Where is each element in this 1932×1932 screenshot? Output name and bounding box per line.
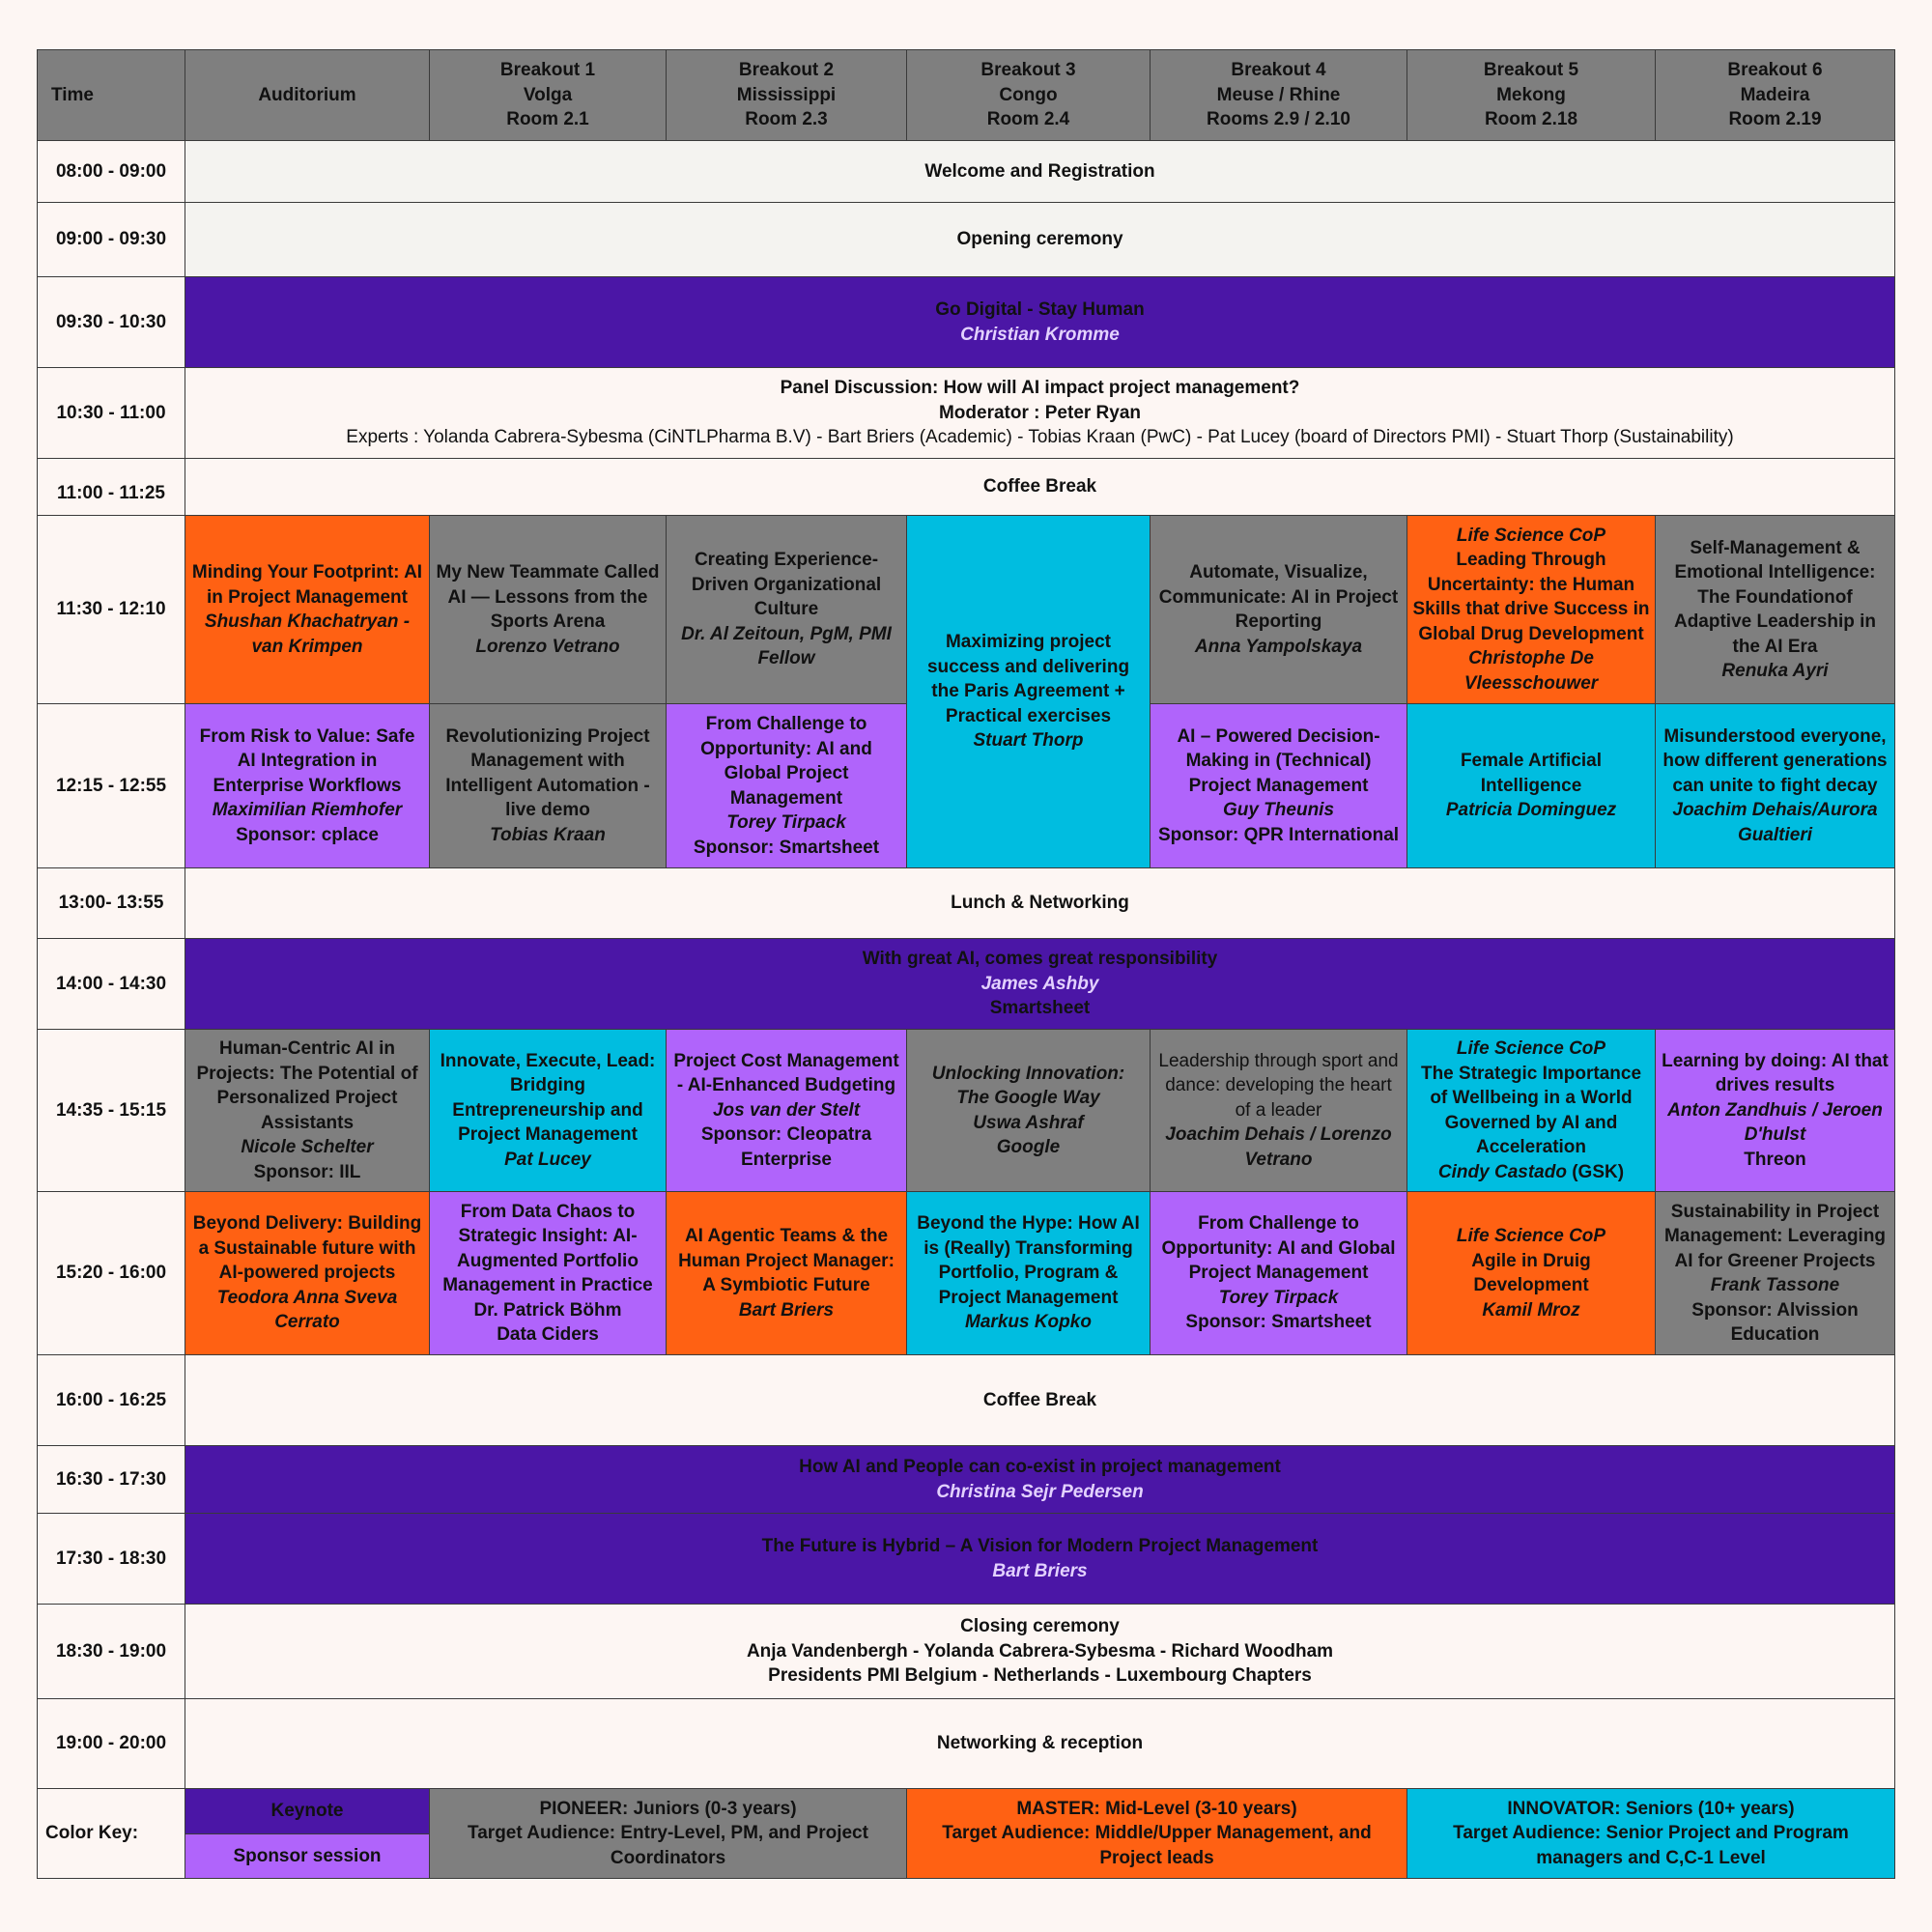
networking-reception: Networking & reception: [185, 1699, 1895, 1789]
schedule-row: [38, 277, 1895, 368]
session-cell: AI – Powered Decision-Making in (Technical) Project Management Guy Theunis Sponsor: QPR International: [1151, 704, 1407, 868]
keynote-session: How AI and People can co-exist in project management Christina Sejr Pedersen: [185, 1446, 1895, 1514]
time-slot: 09:00 - 09:30: [38, 203, 185, 277]
session-cell: Human-Centric AI in Projects: The Potential of Personalized Project Assistants Nicole Schelter Sponsor: IIL: [185, 1030, 430, 1192]
time-slot: 18:30 - 19:00: [38, 1605, 185, 1699]
header-room-3: Breakout 3 Congo Room 2.4: [907, 50, 1151, 141]
time-slot: 16:30 - 17:30: [38, 1446, 185, 1514]
time-slot: 19:00 - 20:00: [38, 1699, 185, 1789]
session-cell: Life Science CoP The Strategic Importance of Wellbeing in a World Governed by AI and Acceleration Cindy Castado (GSK): [1407, 1030, 1656, 1192]
time-slot: 10:30 - 11:00: [38, 368, 185, 459]
session-cell: From Challenge to Opportunity: AI and Global Project Management Torey Tirpack Sponsor: Smartsheet: [1151, 1192, 1407, 1355]
time-slot: 14:35 - 15:15: [38, 1030, 185, 1192]
session-cell: Unlocking Innovation: The Google Way Uswa Ashraf Google: [907, 1030, 1151, 1192]
header-room-1: Breakout 1 Volga Room 2.1: [430, 50, 667, 141]
header-room-4: Breakout 4 Meuse / Rhine Rooms 2.9 / 2.10: [1151, 50, 1407, 141]
session-cell: Self-Management & Emotional Intelligence: The Foundationof Adaptive Leadership in the AI Era Renuka Ayri: [1656, 516, 1895, 704]
time-slot: 15:20 - 16:00: [38, 1192, 185, 1355]
legend-innovator: INNOVATOR: Seniors (10+ years) Target Audience: Senior Project and Program managers and C,C-1 Level: [1407, 1789, 1895, 1879]
color-key-label: Color Key:: [38, 1789, 185, 1879]
keynote-session: Go Digital - Stay Human Christian Kromme: [185, 277, 1895, 368]
header-room-6: Breakout 6 Madeira Room 2.19: [1656, 50, 1895, 141]
legend-row: [38, 1789, 1895, 1834]
panel-discussion: Panel Discussion: How will AI impact project management? Moderator : Peter Ryan Experts : Yolanda Cabrera-Sybesma (CiNTLPharma B.V) - Bart Briers (Academic) - Tobias Kraan (PwC) - Pat Lucey (board of Directors PMI) - Stuart Thorp (Sustainability): [185, 368, 1895, 459]
session-cell: Creating Experience-Driven Organizational Culture Dr. Al Zeitoun, PgM, PMI Fellow: [667, 516, 907, 704]
session-cell: Project Cost Management - AI-Enhanced Budgeting Jos van der Stelt Sponsor: Cleopatra Enterprise: [667, 1030, 907, 1192]
coffee-break: Coffee Break: [185, 459, 1895, 516]
schedule-row: [38, 141, 1895, 203]
session-cell: From Challenge to Opportunity: AI and Global Project Management Torey Tirpack Sponsor: Smartsheet: [667, 704, 907, 868]
time-slot: 08:00 - 09:00: [38, 141, 185, 203]
session-cell: Revolutionizing Project Management with Intelligent Automation - live demo Tobias Kraan: [430, 704, 667, 868]
schedule-row: [38, 1192, 1895, 1355]
session-cell: Innovate, Execute, Lead: Bridging Entrepreneurship and Project Management Pat Lucey: [430, 1030, 667, 1192]
agenda-table: [37, 49, 1895, 1879]
session-cell: Female Artificial Intelligence Patricia Dominguez: [1407, 704, 1656, 868]
closing-ceremony: Closing ceremony Anja Vandenbergh - Yolanda Cabrera-Sybesma - Richard Woodham Presidents PMI Belgium - Netherlands - Luxembourg Chapters: [185, 1605, 1895, 1699]
lunch-networking: Lunch & Networking: [185, 868, 1895, 939]
session-cell: Learning by doing: AI that drives results Anton Zandhuis / Jeroen D'hulst Threon: [1656, 1030, 1895, 1192]
session-cell: Misunderstood everyone, how different generations can unite to fight decay Joachim Dehais/Aurora Gualtieri: [1656, 704, 1895, 868]
header-room-5: Breakout 5 Mekong Room 2.18: [1407, 50, 1656, 141]
session-cell: Maximizing project success and delivering the Paris Agreement + Practical exercises Stuart Thorp: [907, 516, 1151, 868]
schedule-row: [38, 368, 1895, 459]
schedule-row: [38, 1446, 1895, 1514]
schedule-row: [38, 1514, 1895, 1605]
session-opening: Opening ceremony: [185, 203, 1895, 277]
header-time: Time: [38, 50, 185, 141]
session-cell: My New Teammate Called AI — Lessons from the Sports Arena Lorenzo Vetrano: [430, 516, 667, 704]
session-cell: Minding Your Footprint: AI in Project Management Shushan Khachatryan - van Krimpen: [185, 516, 430, 704]
time-slot: 17:30 - 18:30: [38, 1514, 185, 1605]
schedule-row: [38, 1699, 1895, 1789]
schedule-row: [38, 1605, 1895, 1699]
session-cell: From Risk to Value: Safe AI Integration in Enterprise Workflows Maximilian Riemhofer Sponsor: cplace: [185, 704, 430, 868]
legend-keynote: Keynote: [185, 1789, 430, 1834]
time-slot: 14:00 - 14:30: [38, 939, 185, 1030]
header-auditorium: Auditorium: [185, 50, 430, 141]
schedule-row: [38, 1030, 1895, 1192]
header-room-2: Breakout 2 Mississippi Room 2.3: [667, 50, 907, 141]
legend-sponsor: Sponsor session: [185, 1834, 430, 1879]
time-slot: 09:30 - 10:30: [38, 277, 185, 368]
coffee-break: Coffee Break: [185, 1355, 1895, 1446]
session-cell: Beyond Delivery: Building a Sustainable future with AI-powered projects Teodora Anna Sveva Cerrato: [185, 1192, 430, 1355]
schedule-row: [38, 516, 1895, 704]
schedule-row: [38, 868, 1895, 939]
session-cell: Life Science CoP Leading Through Uncertainty: the Human Skills that drive Success in Global Drug Development Christophe De Vleesschouwer: [1407, 516, 1656, 704]
time-slot: 12:15 - 12:55: [38, 704, 185, 868]
session-welcome: Welcome and Registration: [185, 141, 1895, 203]
schedule-row: [38, 203, 1895, 277]
keynote-session: With great AI, comes great responsibility James Ashby Smartsheet: [185, 939, 1895, 1030]
schedule-row: [38, 939, 1895, 1030]
session-cell: Automate, Visualize, Communicate: AI in Project Reporting Anna Yampolskaya: [1151, 516, 1407, 704]
schedule-row: [38, 1355, 1895, 1446]
time-slot: 16:00 - 16:25: [38, 1355, 185, 1446]
time-slot: 13:00- 13:55: [38, 868, 185, 939]
schedule-row: [38, 459, 1895, 516]
session-cell: Beyond the Hype: How AI is (Really) Transforming Portfolio, Program & Project Management Markus Kopko: [907, 1192, 1151, 1355]
legend-pioneer: PIONEER: Juniors (0-3 years) Target Audience: Entry-Level, PM, and Project Coordinators: [430, 1789, 907, 1879]
time-slot: 11:30 - 12:10: [38, 516, 185, 704]
session-cell: AI Agentic Teams & the Human Project Manager: A Symbiotic Future Bart Briers: [667, 1192, 907, 1355]
session-cell: Leadership through sport and dance: developing the heart of a leader Joachim Dehais / Lorenzo Vetrano: [1151, 1030, 1407, 1192]
legend-master: MASTER: Mid-Level (3-10 years) Target Audience: Middle/Upper Management, and Project leads: [907, 1789, 1407, 1879]
session-cell: Sustainability in Project Management: Leveraging AI for Greener Projects Frank Tassone Sponsor: Alvission Education: [1656, 1192, 1895, 1355]
time-slot: 11:00 - 11:25: [38, 459, 185, 516]
session-cell: Life Science CoP Agile in Druig Development Kamil Mroz: [1407, 1192, 1656, 1355]
session-cell: From Data Chaos to Strategic Insight: AI-Augmented Portfolio Management in Practice Dr. Patrick Böhm Data Ciders: [430, 1192, 667, 1355]
keynote-session: The Future is Hybrid – A Vision for Modern Project Management Bart Briers: [185, 1514, 1895, 1605]
header-row: [38, 50, 1895, 141]
